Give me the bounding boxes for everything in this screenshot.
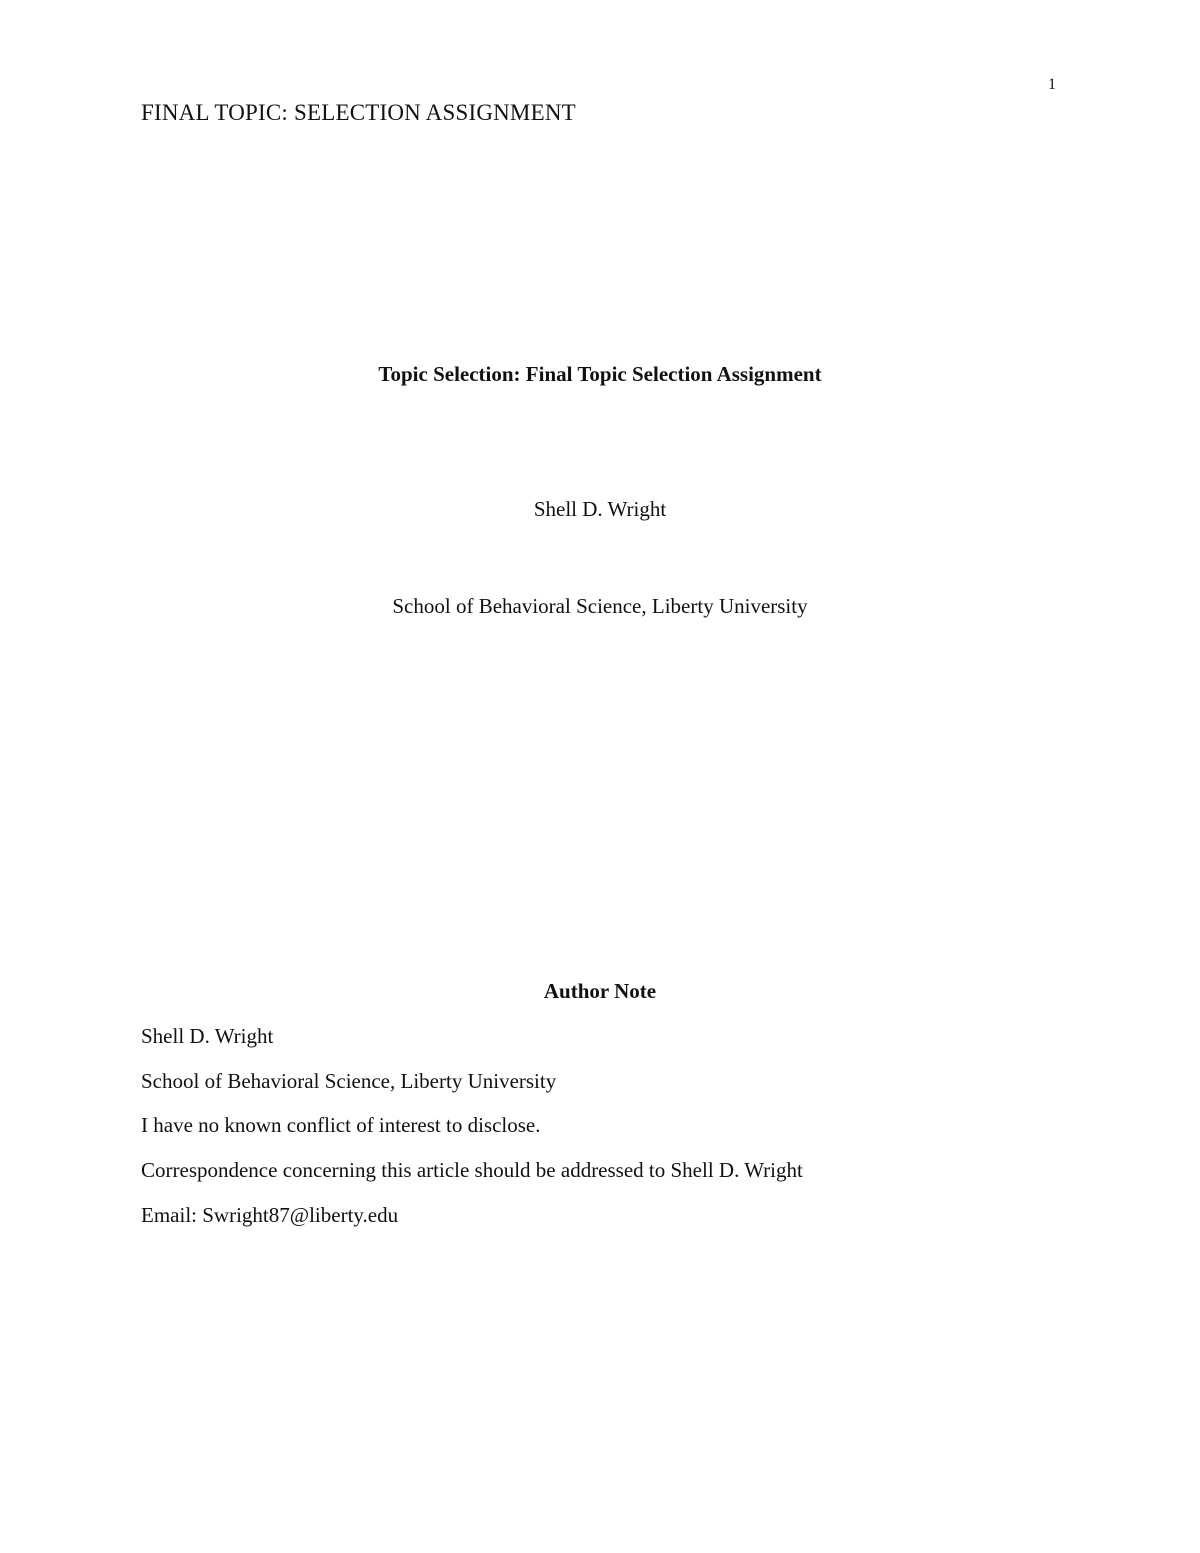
author-note-correspondence: Correspondence concerning this article should be addressed to Shell D. Wright [141, 1158, 803, 1182]
author-note-conflict: I have no known conflict of interest to disclose. [141, 1113, 541, 1137]
author-affiliation: School of Behavioral Science, Liberty University [392, 594, 808, 618]
paper-title: Topic Selection: Final Topic Selection Assignment [378, 362, 822, 386]
running-head: FINAL TOPIC: SELECTION ASSIGNMENT [141, 100, 576, 125]
author-name: Shell D. Wright [533, 497, 667, 521]
author-note-name: Shell D. Wright [141, 1024, 274, 1048]
page-number: 1 [1048, 76, 1056, 93]
author-note-email: Email: Swright87@liberty.edu [141, 1203, 399, 1227]
author-note-affiliation: School of Behavioral Science, Liberty University [141, 1069, 557, 1093]
author-note-heading: Author Note [543, 979, 657, 1003]
